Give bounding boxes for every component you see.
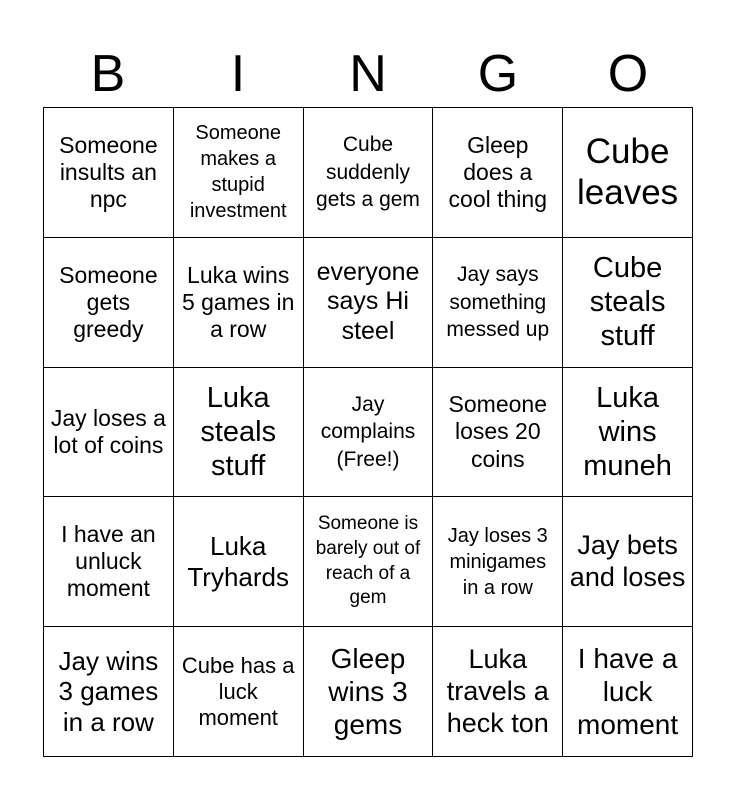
bingo-cell-r3-c5[interactable] bbox=[563, 368, 693, 498]
cell-text: Someone makes a stupid investment bbox=[189, 122, 287, 223]
bingo-cell-r1-c1[interactable] bbox=[44, 108, 174, 238]
bingo-cell-r1-c4[interactable] bbox=[433, 108, 563, 238]
bingo-cell-r4-c3[interactable] bbox=[304, 497, 434, 627]
bingo-cell-r4-c5[interactable] bbox=[563, 497, 693, 627]
cell-text: I have a luck moment bbox=[577, 643, 679, 741]
cell-text: Cube suddenly gets a gem bbox=[316, 133, 420, 212]
bingo-cell-r1-c5[interactable] bbox=[563, 108, 693, 238]
header-letter-n: N bbox=[349, 45, 387, 103]
cell-text: Someone gets greedy bbox=[59, 261, 158, 342]
bingo-cell-r4-c2[interactable] bbox=[174, 497, 304, 627]
cell-text: Gleep does a cool thing bbox=[448, 131, 548, 212]
cell-text: Gleep wins 3 gems bbox=[328, 643, 408, 741]
bingo-cell-r5-c5[interactable] bbox=[563, 627, 693, 757]
bingo-cell-r3-c4[interactable] bbox=[433, 368, 563, 498]
bingo-cell-r5-c4[interactable] bbox=[433, 627, 563, 757]
bingo-cell-r5-c2[interactable] bbox=[174, 627, 304, 757]
bingo-cell-r1-c2[interactable] bbox=[174, 108, 304, 238]
bingo-cell-r4-c1[interactable] bbox=[44, 497, 174, 627]
bingo-cell-r4-c4[interactable] bbox=[433, 497, 563, 627]
cell-text: Luka Tryhards bbox=[187, 531, 289, 592]
bingo-cell-r5-c3[interactable] bbox=[304, 627, 434, 757]
cell-text: Jay loses a lot of coins bbox=[50, 404, 166, 458]
header-letter-g: G bbox=[477, 45, 519, 103]
bingo-header bbox=[43, 40, 693, 108]
cell-text: Cube steals stuff bbox=[589, 251, 666, 353]
bingo-cell-r2-c1[interactable] bbox=[44, 238, 174, 368]
cell-text: I have an unluck moment bbox=[61, 521, 156, 602]
cell-text: Jay loses 3 minigames in a row bbox=[447, 524, 548, 599]
bingo-cell-r2-c3[interactable] bbox=[304, 238, 434, 368]
header-letter-i: I bbox=[230, 45, 246, 103]
cell-text: Luka steals stuff bbox=[200, 381, 277, 483]
bingo-cell-r5-c1[interactable] bbox=[44, 627, 174, 757]
header-letter-o: O bbox=[607, 45, 649, 103]
bingo-cell-r2-c5[interactable] bbox=[563, 238, 693, 368]
cell-text: Luka wins 5 games in a row bbox=[181, 261, 295, 342]
cell-text: Someone is barely out of reach of a gem bbox=[315, 513, 421, 609]
bingo-cell-r2-c2[interactable] bbox=[174, 238, 304, 368]
cell-text: Cube leaves bbox=[577, 132, 679, 213]
bingo-cell-r3-c3[interactable] bbox=[304, 368, 434, 498]
header-letter-b: B bbox=[90, 45, 126, 103]
bingo-cell-r2-c4[interactable] bbox=[433, 238, 563, 368]
cell-text: Someone loses 20 coins bbox=[448, 391, 548, 472]
cell-text: Luka wins muneh bbox=[583, 381, 672, 483]
cell-text: Cube has a luck moment bbox=[181, 652, 295, 730]
bingo-board bbox=[43, 107, 693, 757]
bingo-cell-r3-c1[interactable] bbox=[44, 368, 174, 498]
cell-text: Jay says something messed up bbox=[446, 263, 550, 341]
cell-text: Jay wins 3 games in a row bbox=[58, 645, 159, 737]
cell-text: Luka travels a heck ton bbox=[446, 643, 549, 738]
cell-text: Someone insults an npc bbox=[59, 131, 158, 212]
bingo-cell-r3-c2[interactable] bbox=[174, 368, 304, 498]
bingo-cell-r1-c3[interactable] bbox=[304, 108, 434, 238]
cell-text: everyone says Hi steel bbox=[316, 257, 420, 345]
cell-text: Jay bets and loses bbox=[569, 529, 686, 592]
cell-text: Jay complains (Free!) bbox=[320, 393, 416, 471]
